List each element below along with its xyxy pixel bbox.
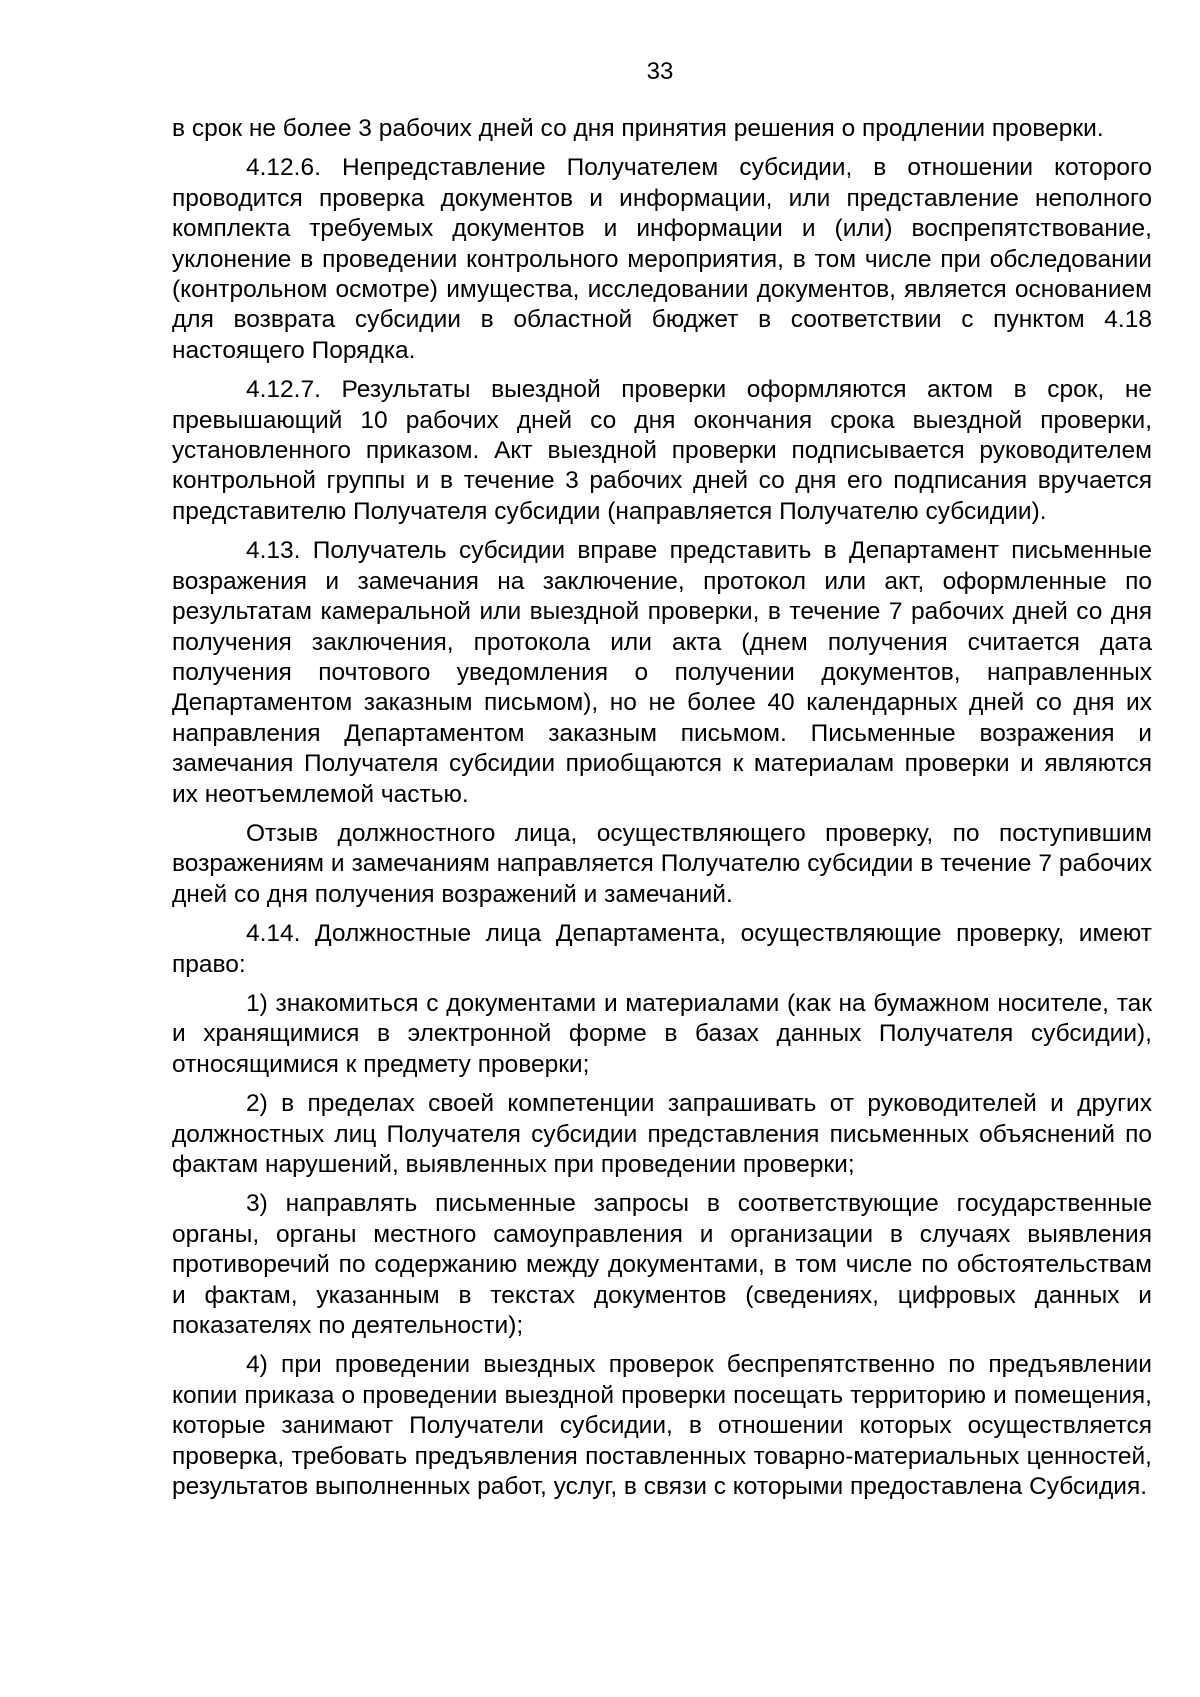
document-body (172, 114, 1152, 1511)
paragraph-4-12-7: 4.12.7. Результаты выездной проверки оформляются актом в срок, не превышающий 10 рабочих дней со дня окончания срока выездной проверки, установленного приказом. Акт выездной проверки подписывается руководителем контрольной группы и в течение 3 рабочих дней со дня его подписания вручается представителю Получателя субсидии (направляется Получателю субсидии). (172, 376, 1152, 525)
list-item-3: 3) направлять письменные запросы в соответствующие государственные органы, органы местного самоуправления и организации в случаях выявления противоречий по содержанию между документами, в том числе по обстоятельствам и фактам, указанным в текстах документов (сведениях, цифровых данных и показателях по деятельности); (172, 1190, 1152, 1340)
paragraph-continuation: в срок не более 3 рабочих дней со дня принятия решения о продлении проверки. (172, 115, 1104, 142)
list-item-1: 1) знакомиться с документами и материалами (как на бумажном носителе, так и хранящимися в электронной форме в базах данных Получателя субсидии), относящимися к предмету проверки; (172, 989, 1152, 1078)
list-item-2: 2) в пределах своей компетенции запрашивать от руководителей и других должностных лиц Получателя субсидии представления письменных объяснений по фактам нарушений, выявленных при проведении проверки; (172, 1090, 1152, 1178)
page-number: 33 (646, 58, 674, 85)
paragraph-official-response: Отзыв должностного лица, осуществляющего проверку, по поступившим возражениям и замечаниям направляется Получателю субсидии в течение 7 рабочих дней со дня получения возражений и замечаний. (172, 819, 1152, 908)
list-item-4: 4) при проведении выездных проверок беспрепятственно по предъявлении копии приказа о проведении выездной проверки посещать территорию и помещения, которые занимают Получатели субсидии, в отношении которых осуществляется проверка, требовать предъявления поставленных товарно-материальных ценностей, результатов выполненных работ, услуг, в связи с которыми предоставлена Субсидия. (172, 1351, 1152, 1501)
paragraph-4-14: 4.14. Должностные лица Департамента, осуществляющие проверку, имеют право: (172, 920, 1152, 978)
paragraph-4-13: 4.13. Получатель субсидии вправе представить в Департамент письменные возражения и замечания на заключение, протокол или акт, оформленные по результатам камеральной или выездной проверки, в течение 7 рабочих дней со дня получения заключения, протокола или акта (днем получения считается дата получения почтового уведомления о получении документов, направленных Департаментом заказным письмом), но не более 40 календарных дней со дня их направления Департаментом заказным письмом. Письменные возражения и замечания Получателя субсидии приобщаются к материалам проверки и являются их неотъемлемой частью. (172, 537, 1152, 808)
paragraph-4-12-6: 4.12.6. Непредставление Получателем субсидии, в отношении которого проводится проверка документов и информации, или представление неполного комплекта требуемых документов и информации и (или) воспрепятствование, уклонение в проведении контрольного мероприятия, в том числе при обследовании (контрольном осмотре) имущества, исследовании документов, является основанием для возврата субсидии в областной бюджет в соответствии с пунктом 4.18 настоящего Порядка. (172, 154, 1152, 364)
